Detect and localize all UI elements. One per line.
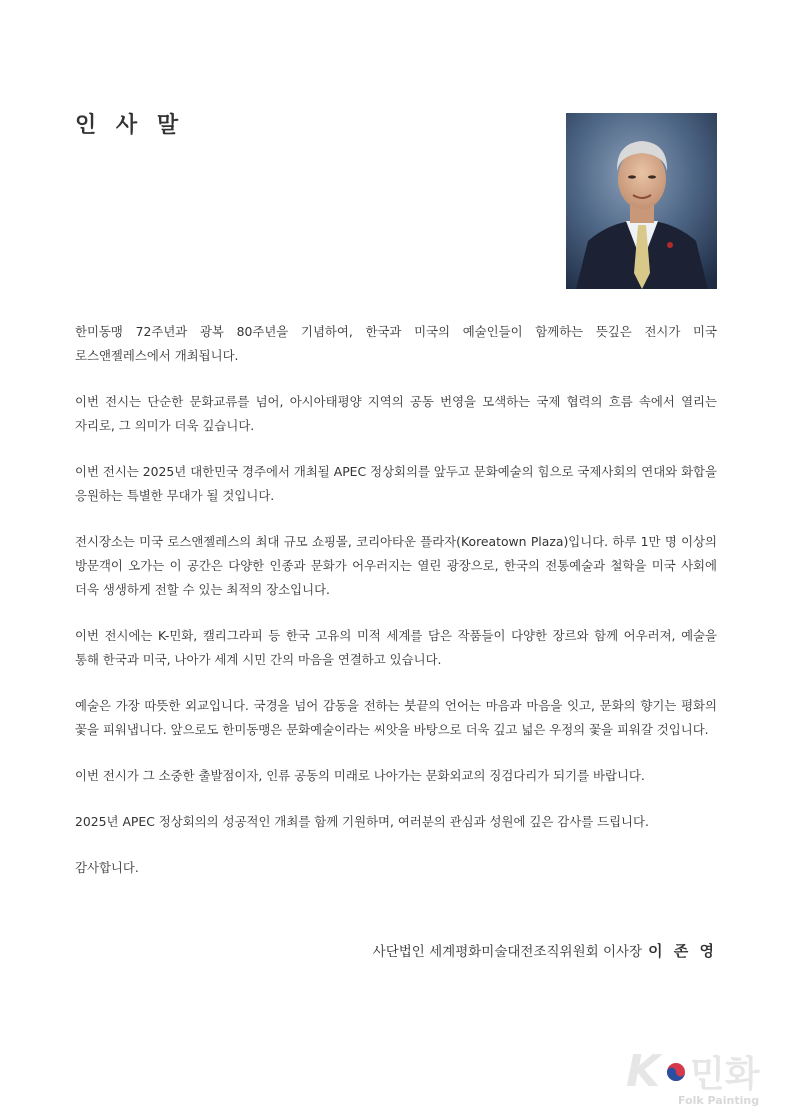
paragraph: 한미동맹 72주년과 광복 80주년을 기념하여, 한국과 미국의 예술인들이 함께하는 뜻깊은 전시가 미국 로스앤젤레스에서 개최됩니다. [75,324,717,363]
paragraph: 이번 전시에는 K-민화, 캘리그라피 등 한국 고유의 미적 세계를 담은 작품들이 다양한 장르와 함께 어우러져, 예술을 통해 한국과 미국, 나아가 세계 시민 간의 마음을 연결하고 있습니다. [75,628,717,667]
logo-main-text: 민화 [690,1054,760,1095]
paragraph: 감사합니다. [75,860,139,875]
signature-affiliation: 사단법인 세계평화미술대전조직위원회 이사장 [372,944,643,960]
paragraph: 예술은 가장 따뜻한 외교입니다. 국경을 넘어 감동을 전하는 붓끝의 언어는 마음과 마음을 잇고, 문화의 향기는 평화의 꽃을 피워냅니다. 앞으로도 한미동맹은 문화예술이라는 씨앗을 바탕으로 더욱 깊고 넓은 우정의 꽃을 피워갈 것입니다. [75,698,717,737]
page-title: 인 사 말 [75,113,185,138]
paragraph: 이번 전시가 그 소중한 출발점이자, 인류 공동의 미래로 나아가는 문화외교의 징검다리가 되기를 바랍니다. [75,768,645,783]
logo-sub-text: Folk Painting [678,1094,760,1107]
k-minhwa-logo [620,1042,780,1112]
signature-name: 이 존 영 [648,942,717,960]
paragraph: 이번 전시는 단순한 문화교류를 넘어, 아시아태평양 지역의 공동 번영을 모색하는 국제 협력의 흐름 속에서 열리는 자리로, 그 의미가 더욱 깊습니다. [75,394,717,433]
paragraph: 2025년 APEC 정상회의의 성공적인 개최를 함께 기원하며, 여러분의 관심과 성원에 깊은 감사를 드립니다. [75,814,649,829]
greeting-body [75,320,717,902]
logo-k: K [626,1046,661,1097]
paragraph: 전시장소는 미국 로스앤젤레스의 최대 규모 쇼핑몰, 코리아타운 플라자(Koreatown Plaza)입니다. 하루 1만 명 이상의 방문객이 오가는 이 공간은 다양한 인종과 문화가 어우러지는 열린 광장으로, 한국의 전통예술과 철학을 미국 사회에 더욱 생생하게 전할 수 있는 최적의 장소입니다. [75,534,717,597]
paragraph: 이번 전시는 2025년 대한민국 경주에서 개최될 APEC 정상회의를 앞두고 문화예술의 힘으로 국제사회의 연대와 화합을 응원하는 특별한 무대가 될 것입니다. [75,464,717,503]
portrait-photo [566,113,717,289]
signature [373,940,717,961]
